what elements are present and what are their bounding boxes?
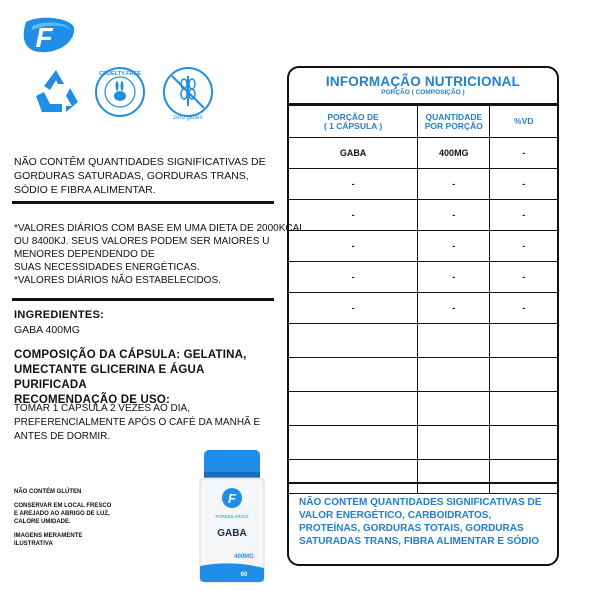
table-row: - - - — [289, 293, 557, 324]
storage-note: CONSERVAR EM LOCAL FRESCO E AREJADO AO ABRIGO DE LUZ, CALORE UMIDADE. — [14, 503, 112, 525]
capsule-line: COMPOSIÇÃO DA CÁPSULA: GELATINA, — [14, 349, 247, 361]
portion-header: PORÇÃO DE ( 1 CÁPSULA ) — [289, 106, 418, 138]
zero-gluten-text: zero glúten — [173, 115, 203, 121]
empty-row — [289, 426, 557, 460]
vd-line: *VALORES DIÁRIOS COM BASE EM UMA DIETA DE 2000KCAL — [14, 223, 305, 234]
ingredients-value: GABA 400MG — [14, 324, 80, 336]
cruelty-free-icon — [96, 68, 144, 116]
table-row: - - - — [289, 262, 557, 293]
table-row: GABA 400MG - — [289, 138, 557, 169]
usage-instructions: TOMAR 1 CÁPSULA 2 VEZES AO DIA, PREFERENCIALMENTE APÓS O CAFÉ DA MANHÃ E ANTES DE DORMIR. — [14, 403, 261, 442]
small-notes — [14, 488, 114, 548]
table-row: - - - — [289, 200, 557, 231]
table-row: - - - — [289, 169, 557, 200]
vd-line: OU 8400KJ. SEUS VALORES PODEM SER MAIORES U — [14, 236, 270, 247]
bottle-product-name: GABA — [217, 528, 247, 539]
brand-logo — [20, 16, 78, 56]
empty-row — [289, 324, 557, 358]
ingredients-title: INGREDIENTES: — [14, 309, 105, 321]
bottle-dose: 400MG — [234, 554, 254, 560]
nutrition-table — [289, 105, 557, 494]
capsule-composition — [14, 348, 276, 408]
product-bottle — [192, 448, 272, 584]
daily-values-notes — [14, 222, 305, 287]
vd-line: MENORES DEPENDENDO DE — [14, 249, 155, 260]
panel-subtitle: PORÇÃO ( COMPOSIÇÃO ) — [381, 89, 465, 96]
vd-header: %VD — [490, 106, 557, 138]
divider — [12, 201, 274, 204]
capsule-line: UMECTANTE GLICERINA E ÁGUA PURIFICADA — [14, 364, 205, 391]
gluten-note: NÃO CONTÉM GLÚTEN — [14, 489, 82, 495]
panel-footer-note: NÃO CONTEM QUANTIDADES SIGNIFICATIVAS DE VALOR ENERGÉTICO, CARBOIDRATOS, PROTEÍNAS, GORDURAS TOTAIS, GORDURAS SATURADAS TRANS, FIBRA ALIMENTAR E SÓDIO — [289, 482, 557, 564]
panel-title: INFORMAÇÃO NUTRICIONAL — [325, 74, 521, 89]
images-note: IMAGENS MERAMENTE ILUSTRATIVA — [14, 533, 83, 547]
nutrition-panel — [287, 66, 559, 566]
bottle-count: 60 — [240, 572, 248, 578]
table-header-row — [289, 106, 557, 138]
panel-header — [289, 68, 557, 105]
vd-line: *VALORES DIÁRIOS NÃO ESTABELECIDOS. — [14, 275, 221, 286]
badges-row — [30, 66, 220, 122]
quantity-header: QUANTIDADE POR PORÇÃO — [418, 106, 490, 138]
bottle-logo-letter: F — [228, 491, 236, 506]
table-row: - - - — [289, 231, 557, 262]
bottle-brand: FORMULÁRIOS — [215, 514, 249, 519]
cruelty-free-text: CRUELTY-FREE — [99, 71, 141, 77]
nutrient-note: NÃO CONTÊM QUANTIDADES SIGNIFICATIVAS DE GORDURAS SATURADAS, GORDURAS TRANS, SÓDIO E FIBRA ALIMENTAR. — [14, 156, 266, 196]
vd-line: SUAS NECESSIDADES ENERGÉTICAS. — [14, 262, 200, 273]
logo-letter: F — [35, 22, 53, 53]
recycle-icon — [36, 70, 78, 112]
capsule-line: RECOMENDAÇÃO DE USO: — [14, 394, 171, 406]
gluten-free-icon — [164, 68, 212, 121]
empty-row — [289, 358, 557, 392]
empty-row — [289, 392, 557, 426]
divider — [12, 298, 274, 301]
